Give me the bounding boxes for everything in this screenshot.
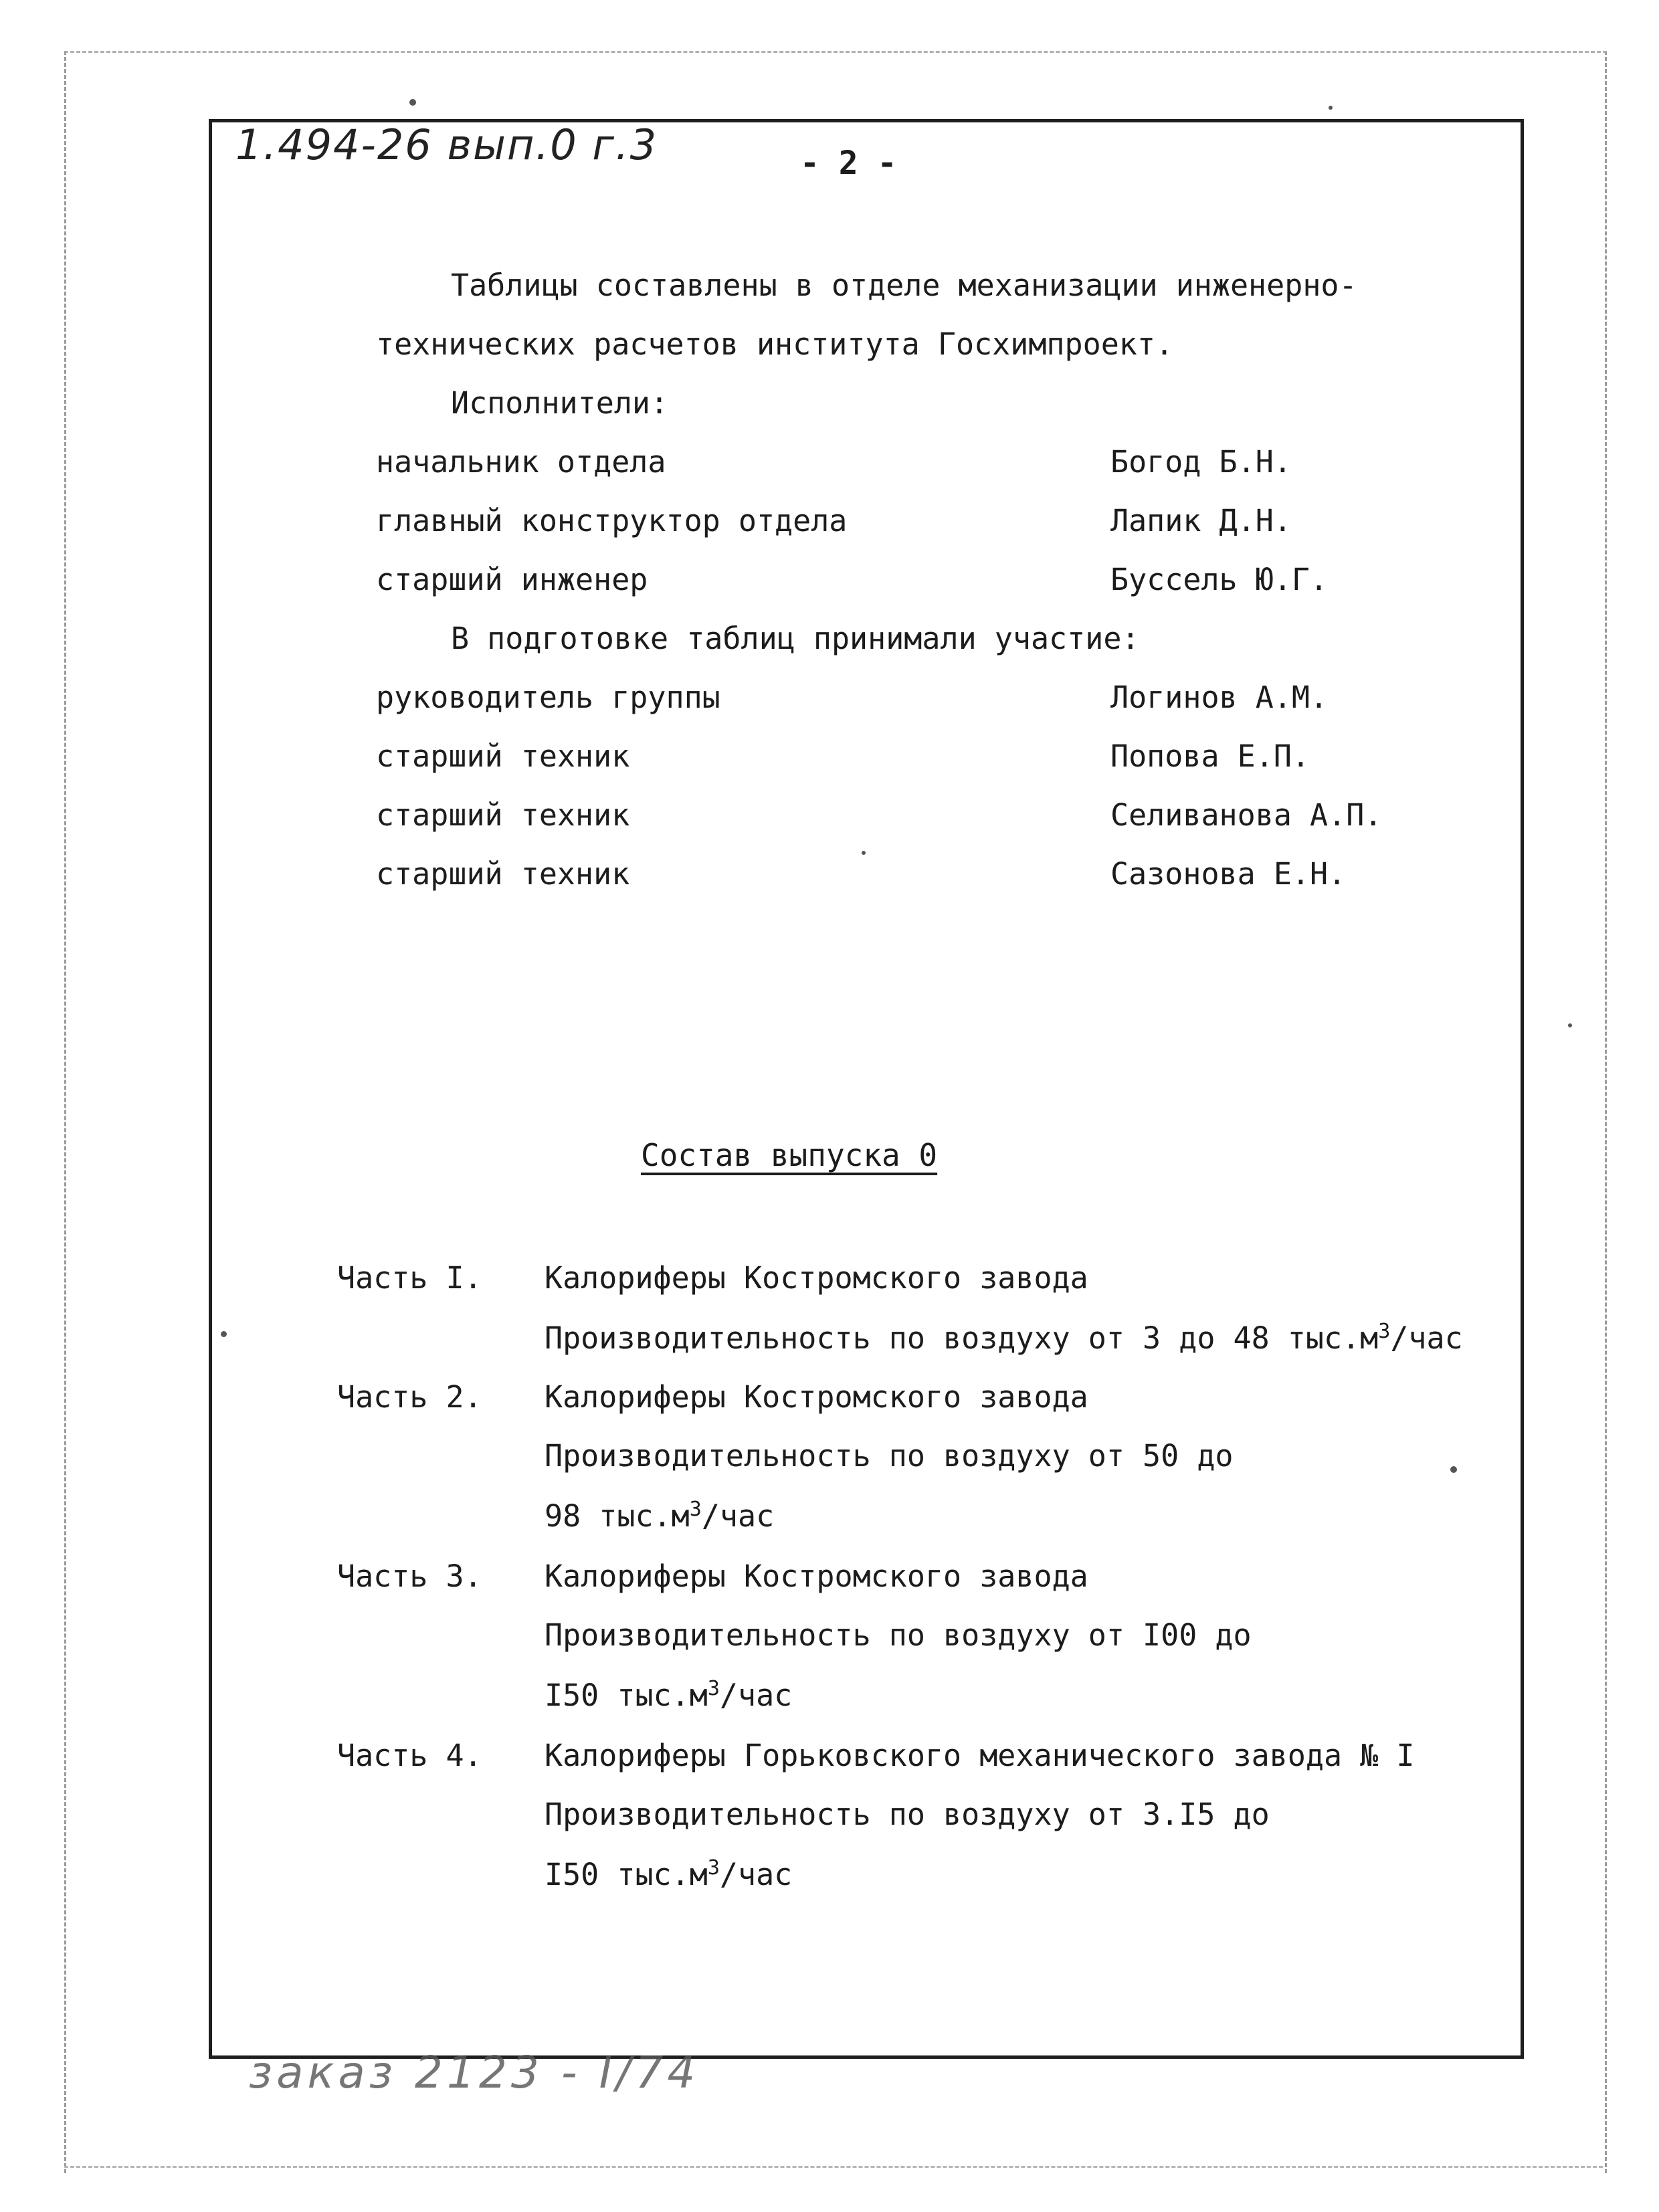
participant-role: старший техник: [376, 856, 630, 892]
scan-speck: [409, 99, 416, 106]
participant-name: Логинов А.М.: [1110, 680, 1329, 715]
part-line-3: I50 $тыс.м^3$/час: [545, 1677, 793, 1713]
part-label: Часть 2.: [337, 1379, 482, 1415]
participant-name: Селиванова А.П.: [1110, 797, 1383, 833]
order-stamp: заказ 2123 - I/74: [249, 2047, 700, 2098]
part-line-2: Производительность по воздуху от I00 до: [545, 1617, 1252, 1653]
part-line-3: 98 $тыс.м^3$/час: [545, 1498, 775, 1534]
participant-role: старший техник: [376, 738, 630, 774]
part-line-2: Производительность по воздуху от 50 до: [545, 1438, 1234, 1474]
part-label: Часть I.: [337, 1260, 482, 1296]
part-line-2: Производительность по воздуху от 3.I5 до: [545, 1797, 1270, 1832]
scan-speck: [1450, 1466, 1457, 1473]
intro-line-2: технических расчетов института Госхимпроект.: [376, 326, 1174, 362]
part-line-2: Производительность по воздуху от 3 до 48 $тыс.м^3$/час: [545, 1320, 1463, 1356]
part-line-1: Калориферы Костромского завода: [545, 1379, 1088, 1415]
scan-speck: [862, 851, 866, 855]
participants-heading: В подготовке таблиц принимали участие:: [451, 621, 1140, 656]
scan-speck: [1329, 106, 1333, 110]
contents-title: Состав выпуска 0: [641, 1137, 938, 1173]
participant-role: руководитель группы: [376, 680, 720, 715]
document-code: 1.494-26 вып.0 г.3: [235, 120, 658, 169]
executors-heading: Исполнители:: [451, 385, 669, 421]
part-label: Часть 4.: [337, 1738, 482, 1773]
scan-speck: [221, 1331, 227, 1337]
part-line-1: Калориферы Горьковского механического завода № I: [545, 1738, 1415, 1773]
intro-line-1: Таблицы составлены в отделе механизации инженерно-: [451, 268, 1357, 303]
scan-speck: [1568, 1023, 1572, 1027]
participant-role: старший техник: [376, 797, 630, 833]
participant-name: Попова Е.П.: [1110, 738, 1310, 774]
part-line-3: I50 $тыс.м^3$/час: [545, 1856, 793, 1892]
page-number: - 2 -: [800, 144, 897, 182]
part-line-1: Калориферы Костромского завода: [545, 1559, 1088, 1594]
executor-role: главный конструктор отдела: [376, 503, 848, 538]
part-label: Часть 3.: [337, 1559, 482, 1594]
executor-role: начальник отдела: [376, 444, 666, 480]
part-line-1: Калориферы Костромского завода: [545, 1260, 1088, 1296]
participant-name: Сазонова Е.Н.: [1110, 856, 1347, 892]
executor-role: старший инженер: [376, 562, 648, 597]
executor-name: Буссель Ю.Г.: [1110, 562, 1329, 597]
executor-name: Богод Б.Н.: [1110, 444, 1292, 480]
executor-name: Лапик Д.Н.: [1110, 503, 1292, 538]
outer-bottom-edge: [64, 2166, 1603, 2168]
